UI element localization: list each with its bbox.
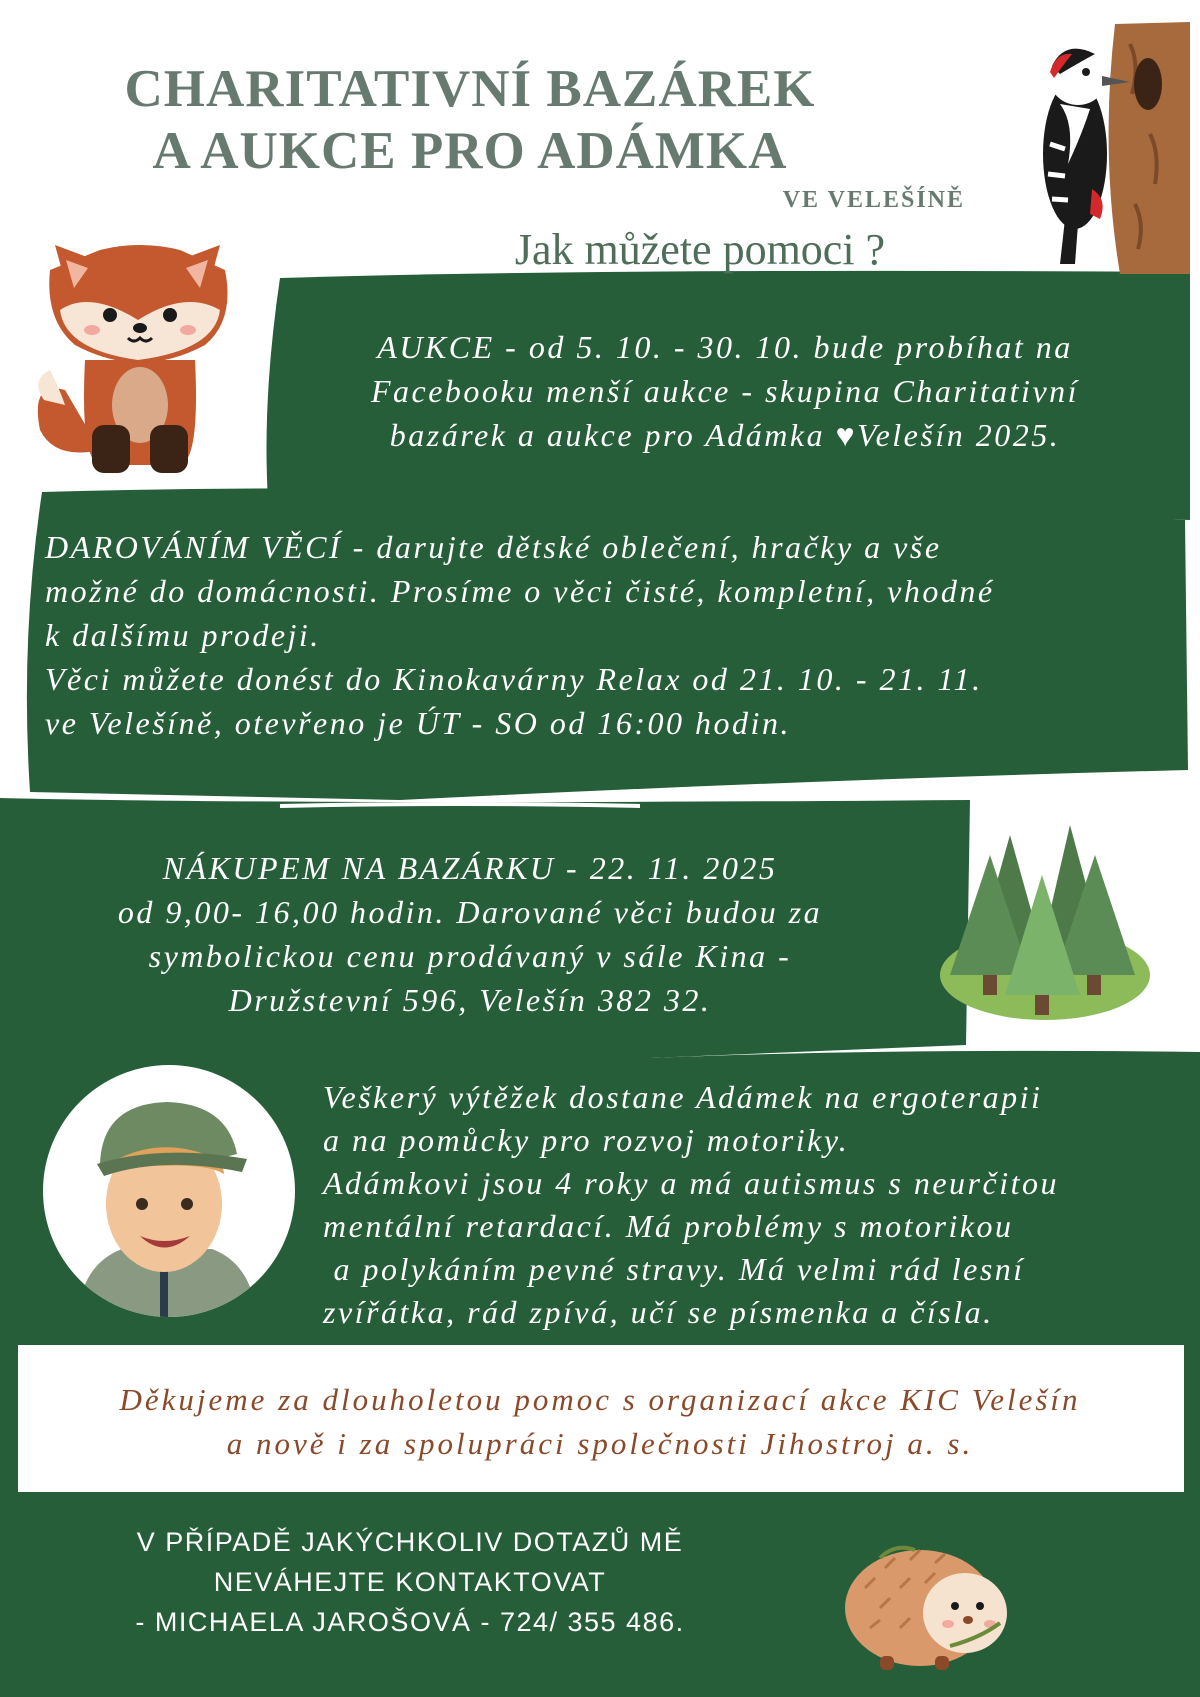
donation-line-4: Věci můžete donést do Kinokavárny Relax od 21. 10. - 21. 11. [45, 661, 983, 697]
bazaar-line-4: Družstevní 596, Velešín 382 32. [228, 982, 712, 1018]
about-line-1: Veškerý výtěžek dostane Adámek na ergoterapii [323, 1079, 1043, 1115]
about-line-2: a na pomůcky pro rozvoj motoriky. [323, 1122, 850, 1158]
bazaar-line-1: NÁKUPEM NA BAZÁRKU - 22. 11. 2025 [162, 850, 778, 886]
contact-line-2: NEVÁHEJTE KONTAKTOVAT [213, 1567, 607, 1597]
about-line-6: zvířátka, rád zpívá, učí se písmenka a čísla. [323, 1294, 994, 1330]
about-line-4: mentální retardací. Má problémy s motorikou [323, 1208, 1014, 1244]
bazaar-line-2: od 9,00- 16,00 hodin. Darované věci budou za [117, 894, 823, 930]
contact-section [60, 1522, 760, 1642]
fox-icon [30, 230, 240, 485]
bazaar-section [30, 846, 910, 1022]
how-to-help-heading: Jak můžete pomoci ? [514, 225, 886, 274]
bazaar-line-3: symbolickou cenu prodávaný v sále Kina - [148, 938, 792, 974]
donation-line-5: ve Velešíně, otevřeno je ÚT - SO od 16:00 hodin. [45, 705, 791, 741]
donation-line-1: DAROVÁNÍM VĚCÍ - darujte dětské oblečení, hračky a vše [45, 529, 942, 565]
title-line-2: A AUKCE PRO ADÁMKA [152, 122, 788, 180]
about-line-5: a polykáním pevné stravy. Má velmi rád lesní [323, 1251, 1025, 1287]
page-title [40, 58, 900, 182]
auction-line-2: Facebooku menší aukce - skupina Charitativní [370, 373, 1080, 409]
auction-section [280, 325, 1170, 457]
title-line-1: CHARITATIVNÍ BAZÁREK [124, 60, 816, 118]
contact-line-3: - MICHAELA JAROŠOVÁ - 724/ 355 486. [135, 1607, 685, 1637]
about-section [323, 1076, 1193, 1334]
donation-section [45, 525, 1185, 745]
child-photo [42, 1064, 296, 1318]
hedgehog-icon [840, 1528, 1015, 1678]
location-subtitle: VE VELEŠÍNĚ [782, 187, 965, 213]
contact-line-1: V PŘÍPADĚ JAKÝCHKOLIV DOTAZŮ MĚ [136, 1527, 684, 1557]
donation-line-3: k dalšímu prodeji. [45, 617, 321, 653]
trees-icon [935, 815, 1155, 1035]
auction-line-3: bazárek a aukce pro Adámka ♥Velešín 2025. [389, 417, 1061, 453]
thanks-line-2: a nově i za spolupráci společnosti Jihostroj a. s. [226, 1426, 974, 1461]
thanks-line-1: Děkujeme za dlouholetou pomoc s organizací akce KIC Velešín [119, 1382, 1081, 1417]
auction-line-1: AUKCE - od 5. 10. - 30. 10. bude probíhat na [377, 329, 1073, 365]
woodpecker-icon [1020, 14, 1190, 274]
donation-line-2: možné do domácnosti. Prosíme o věci čisté, kompletní, vhodné [45, 573, 995, 609]
thanks-section [20, 1378, 1180, 1466]
about-line-3: Adámkovi jsou 4 roky a má autismus s neurčitou [323, 1165, 1059, 1201]
